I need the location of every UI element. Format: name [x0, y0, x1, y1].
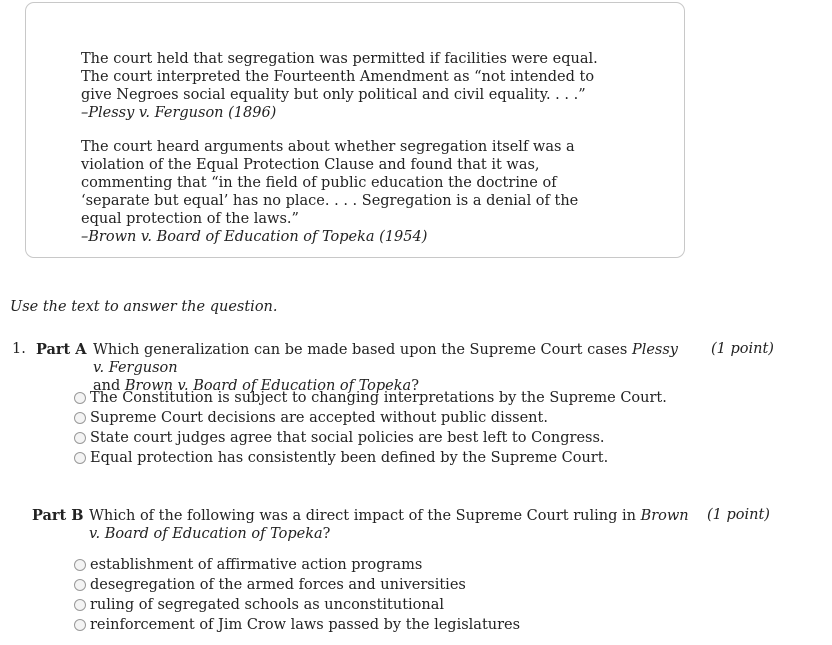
- option-label: establishment of affirmative action programs: [90, 557, 423, 573]
- passage-plessy-citation: –Plessy v. Ferguson (1896): [81, 105, 277, 121]
- part-b-option-2[interactable]: [74, 575, 520, 595]
- option-label: The Constitution is subject to changing interpretations by the Supreme Court.: [90, 390, 667, 406]
- part-b-points: (1 point): [707, 507, 770, 523]
- option-label: reinforcement of Jim Crow laws passed by the legislatures: [90, 617, 521, 633]
- radio-button[interactable]: [74, 412, 86, 424]
- passage-box: [25, 2, 685, 258]
- part-a-label: Part A: [36, 341, 87, 358]
- option-label: ruling of segregated schools as unconstitutional: [90, 597, 445, 613]
- passage-brown-citation: –Brown v. Board of Education of Topeka (1954): [81, 229, 428, 245]
- part-b-option-4[interactable]: [74, 615, 520, 635]
- part-b-options: [74, 555, 520, 635]
- part-a-prompt-start: Which generalization can be made based upon the Supreme Court cases: [93, 342, 632, 358]
- part-a-prompt-end: ?: [411, 378, 419, 394]
- passage-plessy: [81, 50, 616, 122]
- option-label: State court judges agree that social policies are best left to Congress.: [90, 430, 605, 446]
- part-b-case-brown: Brown v. Board of Education of Topeka: [89, 508, 689, 542]
- part-b-prompt-start: Which of the following was a direct impact of the Supreme Court ruling in: [89, 508, 641, 524]
- radio-button[interactable]: [74, 559, 86, 571]
- instructions: Use the text to answer the question.: [10, 299, 278, 315]
- passage-brown-text: The court heard arguments about whether segregation itself was a violation of the Equal Protection Clause and found that it was, commenting that “in the field of public education the doctrine of ‘separate but equal’ has no place. . . . Segregation is a denial of the equal protection of the laws.”: [81, 139, 579, 227]
- question-number: 1.: [12, 341, 26, 357]
- part-a-options: [74, 388, 667, 468]
- option-label: desegregation of the armed forces and universities: [90, 577, 466, 593]
- part-b-option-3[interactable]: [74, 595, 520, 615]
- part-a-option-2[interactable]: [74, 408, 667, 428]
- part-b-label: Part B: [32, 507, 84, 524]
- part-a-option-1[interactable]: [74, 388, 667, 408]
- radio-button[interactable]: [74, 579, 86, 591]
- radio-button[interactable]: [74, 392, 86, 404]
- part-b-option-1[interactable]: [74, 555, 520, 575]
- part-b-prompt-end: ?: [322, 526, 331, 542]
- radio-button[interactable]: [74, 452, 86, 464]
- passage-plessy-text: The court held that segregation was permitted if facilities were equal. The court interpreted the Fourteenth Amendment as “not intended to give Negroes social equality but only political and civil equality. . . .”: [81, 51, 598, 103]
- radio-button[interactable]: [74, 599, 86, 611]
- part-b-prompt: [89, 507, 699, 543]
- part-a-case-brown: Brown v. Board of Education of Topeka: [124, 378, 412, 394]
- part-a-case-plessy: Plessy v. Ferguson: [93, 342, 678, 376]
- part-a-prompt-mid: and: [93, 378, 125, 394]
- option-label: Supreme Court decisions are accepted without public dissent.: [90, 410, 548, 426]
- part-a-points: (1 point): [711, 341, 774, 357]
- radio-button[interactable]: [74, 619, 86, 631]
- passage-brown: [81, 138, 616, 246]
- part-a-prompt: [93, 341, 693, 395]
- option-label: Equal protection has consistently been defined by the Supreme Court.: [90, 450, 609, 466]
- part-a-option-3[interactable]: [74, 428, 667, 448]
- radio-button[interactable]: [74, 432, 86, 444]
- part-a-option-4[interactable]: [74, 448, 667, 468]
